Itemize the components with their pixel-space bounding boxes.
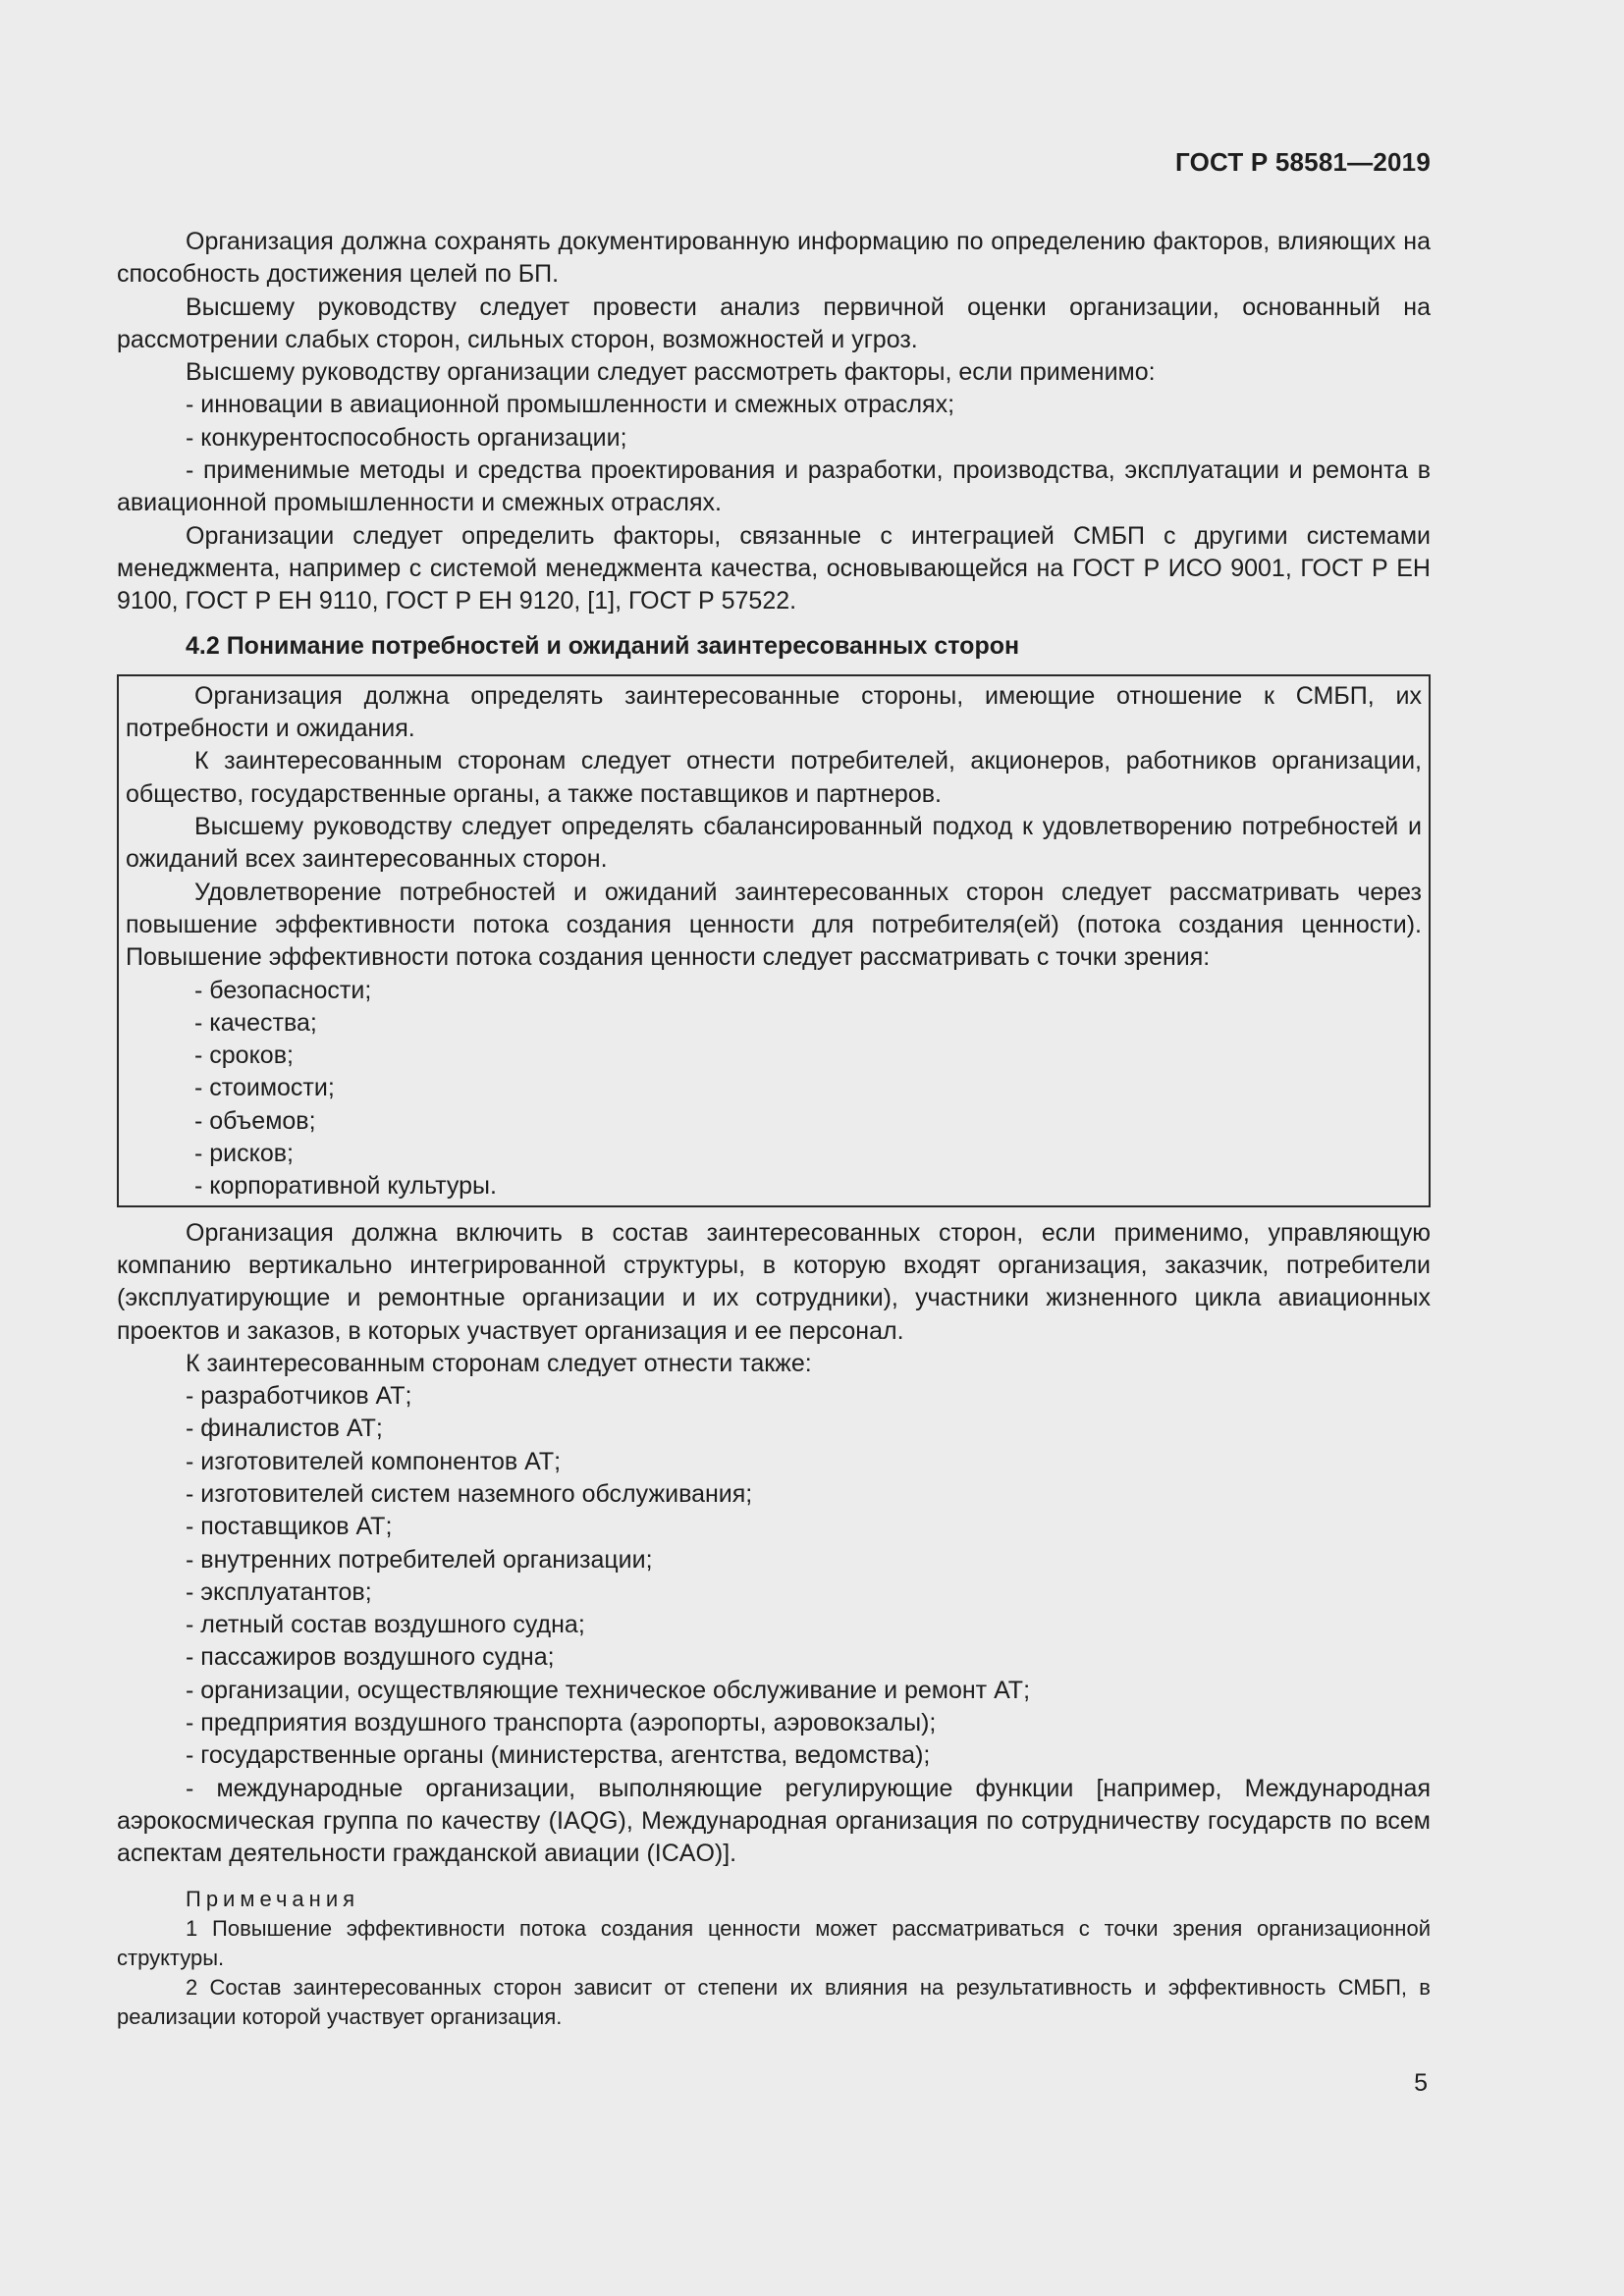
notes-title: Примечания bbox=[186, 1886, 360, 1911]
framed-requirement-box bbox=[117, 674, 1431, 1207]
note-item: 2 Состав заинтересованных сторон зависит от степени их влияния на результативность и эффективность СМБП, в реализации которой участвует организация. bbox=[117, 1974, 1431, 2029]
paragraph: Организация должна сохранять документированную информацию по определению факторов, влияющих на способность достижения целей по БП. bbox=[117, 228, 1431, 289]
list-item: - эксплуатантов; bbox=[117, 1576, 1431, 1609]
notes-block bbox=[117, 1885, 1431, 2032]
list-item: - качества; bbox=[126, 1007, 1422, 1040]
list-item: - изготовителей систем наземного обслуживания; bbox=[117, 1478, 1431, 1511]
list-item: - объемов; bbox=[126, 1105, 1422, 1138]
list-item: - государственные органы (министерства, агентства, ведомства); bbox=[117, 1739, 1431, 1772]
list-item: - применимые методы и средства проектирования и разработки, производства, эксплуатации и ремонта в авиационной промышленности и смежных отраслях. bbox=[117, 454, 1431, 520]
list-item: - корпоративной культуры. bbox=[126, 1170, 1422, 1202]
paragraph: Высшему руководству организации следует рассмотреть факторы, если применимо: bbox=[186, 358, 1156, 387]
list-item: - конкурентоспособность организации; bbox=[117, 422, 1431, 454]
list-item: - стоимости; bbox=[126, 1072, 1422, 1104]
list-item: - изготовителей компонентов АТ; bbox=[117, 1446, 1431, 1478]
paragraph: Удовлетворение потребностей и ожиданий заинтересованных сторон следует рассматривать через повышение эффективности потока создания ценности для потребителя(ей) (потока создания ценности). Повышение эффективности потока создания ценности следует рассматривать с точки зрения: bbox=[126, 878, 1422, 972]
list-item: - инновации в авиационной промышленности и смежных отраслях; bbox=[117, 389, 1431, 421]
list-item: - летный состав воздушного судна; bbox=[117, 1609, 1431, 1641]
list-item: - рисков; bbox=[126, 1138, 1422, 1170]
paragraph: К заинтересованным сторонам следует отнести потребителей, акционеров, работников организации, общество, государственные органы, а также поставщиков и партнеров. bbox=[126, 747, 1422, 808]
paragraph: Организация должна включить в состав заинтересованных сторон, если применимо, управляющую компанию вертикально интегрированной структуры, в которую входят организация, заказчик, потребители (эксплуатирующие и ремонтные организации и их сотрудники), участники жизненного цикла авиационных проектов и заказов, в которых участвует организация и ее персонал. bbox=[117, 1218, 1431, 1345]
list-item: - разработчиков АТ; bbox=[117, 1380, 1431, 1413]
document-body bbox=[117, 226, 1431, 2032]
list-item: - внутренних потребителей организации; bbox=[117, 1544, 1431, 1576]
document-header: ГОСТ Р 58581—2019 bbox=[1175, 147, 1431, 177]
list-item: - поставщиков АТ; bbox=[117, 1511, 1431, 1543]
list-item: - организации, осуществляющие техническое обслуживание и ремонт АТ; bbox=[117, 1675, 1431, 1707]
paragraph: Организация должна определять заинтересованные стороны, имеющие отношение к СМБП, их потребности и ожидания. bbox=[126, 681, 1422, 743]
list-item: - сроков; bbox=[126, 1040, 1422, 1072]
paragraph: Высшему руководству следует провести анализ первичной оценки организации, основанный на рассмотрении слабых сторон, сильных сторон, возможностей и угроз. bbox=[117, 293, 1431, 353]
paragraph: К заинтересованным сторонам следует отнести также: bbox=[186, 1349, 812, 1377]
list-item: - пассажиров воздушного судна; bbox=[117, 1641, 1431, 1674]
paragraph: Высшему руководству следует определять сбалансированный подход к удовлетворению потребностей и ожиданий всех заинтересованных сторон. bbox=[126, 813, 1422, 874]
list-item: - финалистов АТ; bbox=[117, 1413, 1431, 1445]
list-item: - безопасности; bbox=[126, 975, 1422, 1007]
list-item: - международные организации, выполняющие регулирующие функции [например, Международная аэрокосмическая группа по качеству (IAQG), Международная организация по сотрудничеству государств по всем аспектам деятельности гражданской авиации (ICAO)]. bbox=[117, 1773, 1431, 1871]
page-number: 5 bbox=[1414, 2069, 1428, 2097]
note-item: 1 Повышение эффективности потока создания ценности может рассматриваться с точки зрения организационной структуры. bbox=[117, 1915, 1431, 1970]
list-item: - предприятия воздушного транспорта (аэропорты, аэровокзалы); bbox=[117, 1707, 1431, 1739]
paragraph: Организации следует определить факторы, связанные с интеграцией СМБП с другими системами менеджмента, например с системой менеджмента качества, основывающейся на ГОСТ Р ИСО 9001, ГОСТ Р ЕН 9100, ГОСТ Р ЕН 9110, ГОСТ Р ЕН 9120, [1], ГОСТ Р 57522. bbox=[117, 521, 1431, 615]
section-heading: 4.2 Понимание потребностей и ожиданий заинтересованных сторон bbox=[186, 631, 1020, 660]
